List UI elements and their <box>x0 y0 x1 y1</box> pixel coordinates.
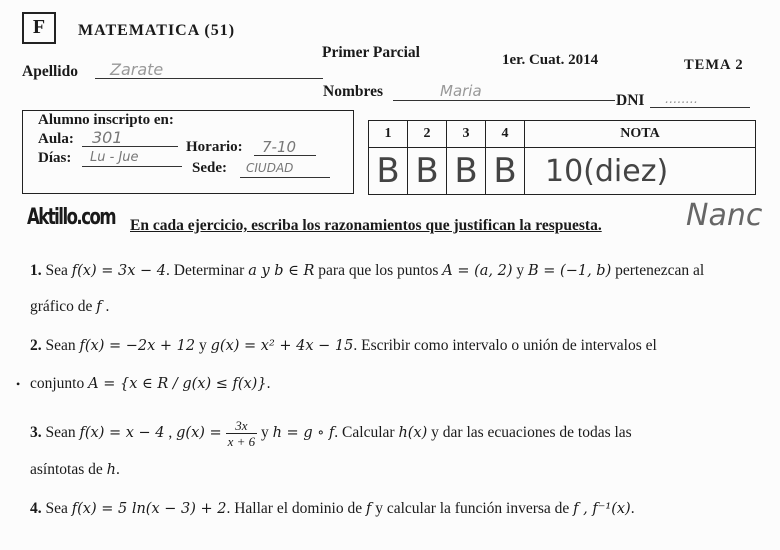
grade-col-nota: NOTA <box>525 121 756 148</box>
tema-letter-box: F <box>22 12 56 44</box>
exercise-2-text-a: Sean <box>45 337 76 354</box>
fraction-numerator: 3x <box>226 418 258 434</box>
horario-label: Horario: <box>186 139 243 155</box>
grade-col-3: 3 <box>447 121 486 148</box>
exercise-3-line-1 <box>30 418 632 449</box>
grade-mark-3: B <box>447 148 486 195</box>
exercise-4-text-d: . <box>630 500 635 517</box>
exercise-1-text-a: Sea <box>45 262 68 279</box>
exercise-3-text-e: y dar las ecuaciones de todas las <box>431 424 632 442</box>
apellido-label: Apellido <box>22 63 78 80</box>
aula-value: 301 <box>92 128 123 147</box>
exercise-1-formula-f: f(x) = 3x − 4 <box>71 263 166 279</box>
grades-table <box>368 120 756 195</box>
exercise-1-number: 1. <box>30 262 42 279</box>
tema-number: TEMA 2 <box>684 57 744 73</box>
exercise-1-text-c: para que los puntos <box>318 262 439 279</box>
margin-dot: • <box>16 377 21 391</box>
exercise-1-formula-f2: f <box>96 299 102 315</box>
exercise-3-text-c: y <box>260 424 269 442</box>
exercise-3-formula-h2: h <box>106 462 116 478</box>
grade-col-1: 1 <box>369 121 408 148</box>
sede-label: Sede: <box>192 160 227 176</box>
exercise-3-formula-h: h = g ∘ f <box>272 425 335 442</box>
dias-value: Lu - Jue <box>90 150 139 165</box>
exercise-4-line-1 <box>30 500 635 518</box>
grade-mark-2: B <box>408 148 447 195</box>
dias-label: Días: <box>38 150 72 166</box>
grades-marks-row <box>369 148 756 195</box>
exercise-1-formula-ab: a y b ∈ R <box>248 263 315 279</box>
sede-value: CIUDAD <box>246 161 294 175</box>
nombres-label: Nombres <box>323 83 383 100</box>
exercise-1-text-f: gráfico de <box>30 298 93 315</box>
exercise-1-point-b: B = (−1, b) <box>528 263 612 279</box>
exercise-2-text-b: y <box>199 337 207 354</box>
grades-header-row <box>369 121 756 148</box>
grade-nota: 10(diez) <box>525 148 756 195</box>
exercise-1-line-1 <box>30 262 704 280</box>
exercise-1-text-g: . <box>105 298 110 315</box>
dni-label: DNI <box>616 92 645 109</box>
apellido-value: Zarate <box>110 60 164 79</box>
dias-line <box>82 166 182 167</box>
exercise-4-formula-f: f(x) = 5 ln(x − 3) + 2 <box>71 501 227 517</box>
alumno-title: Alumno inscripto en: <box>38 112 174 128</box>
exercise-1-text-b: . Determinar <box>166 262 245 279</box>
exercise-3-number: 3. <box>30 424 42 442</box>
site-logo: Aktillo.com <box>27 205 116 230</box>
exercise-1-line-2 <box>30 298 109 316</box>
fraction-denominator: x + 6 <box>227 434 256 449</box>
exercise-2-line-1 <box>30 337 657 355</box>
subject-title: MATEMATICA (51) <box>78 22 236 39</box>
exercise-2-line-2 <box>30 375 270 393</box>
exercise-4-text-a: Sea <box>45 500 68 517</box>
aula-label: Aula: <box>38 131 74 147</box>
exercise-4-number: 4. <box>30 500 42 517</box>
exercise-2-text-c: . Escribir como intervalo o unión de intervalos el <box>353 337 657 354</box>
exercise-3-formula-hx: h(x) <box>398 425 428 442</box>
exercise-3-formula-f: f(x) = x − 4 <box>79 425 165 442</box>
exercise-3-fraction <box>226 418 258 449</box>
dni-value: ........ <box>665 92 699 107</box>
exercise-3-text-g: . <box>115 461 120 478</box>
nombres-line <box>393 100 615 101</box>
exercise-2-number: 2. <box>30 337 42 354</box>
grade-mark-1: B <box>369 148 408 195</box>
exercise-2-text-d: conjunto <box>30 375 85 392</box>
grade-col-2: 2 <box>408 121 447 148</box>
exercise-4-text-b: . Hallar el dominio de <box>226 500 363 517</box>
grade-col-4: 4 <box>486 121 525 148</box>
sede-line <box>240 177 330 178</box>
exam-period: 1er. Cuat. 2014 <box>502 52 599 68</box>
exercise-4-formula-inverse: f , f⁻¹(x) <box>573 501 631 517</box>
exercise-1-point-a: A = (a, 2) <box>442 263 513 279</box>
exercise-1-text-d: y <box>516 262 525 279</box>
exercise-2-text-e: . <box>266 375 271 392</box>
exercise-4-formula-f2: f <box>365 501 372 517</box>
exercise-3-text-b: , <box>168 424 173 442</box>
exercise-3-formula-g: g(x) = <box>176 425 222 442</box>
exam-title: Primer Parcial <box>322 44 420 61</box>
exercise-2-formula-f: f(x) = −2x + 12 <box>79 338 196 354</box>
grade-mark-4: B <box>486 148 525 195</box>
teacher-signature: Nanc <box>686 198 763 233</box>
instruction-text: En cada ejercicio, escriba los razonamientos que justifican la respuesta. <box>130 217 602 234</box>
exercise-4-text-c: y calcular la función inversa de <box>375 500 570 517</box>
exercise-3-text-f: asíntotas de <box>30 461 103 478</box>
exercise-2-formula-g: g(x) = x² + 4x − 15 <box>210 338 354 354</box>
exercise-3-text-d: . Calcular <box>334 424 395 442</box>
nombres-value: Maria <box>440 82 482 100</box>
exercise-2-set-a: A = {x ∈ R / g(x) ≤ f(x)} <box>88 376 267 392</box>
horario-value: 7-10 <box>262 138 297 156</box>
dni-line <box>650 107 750 108</box>
exercise-1-text-e: pertenezcan al <box>615 262 705 279</box>
exercise-3-line-2 <box>30 461 120 479</box>
exercise-3-text-a: Sean <box>45 424 76 442</box>
